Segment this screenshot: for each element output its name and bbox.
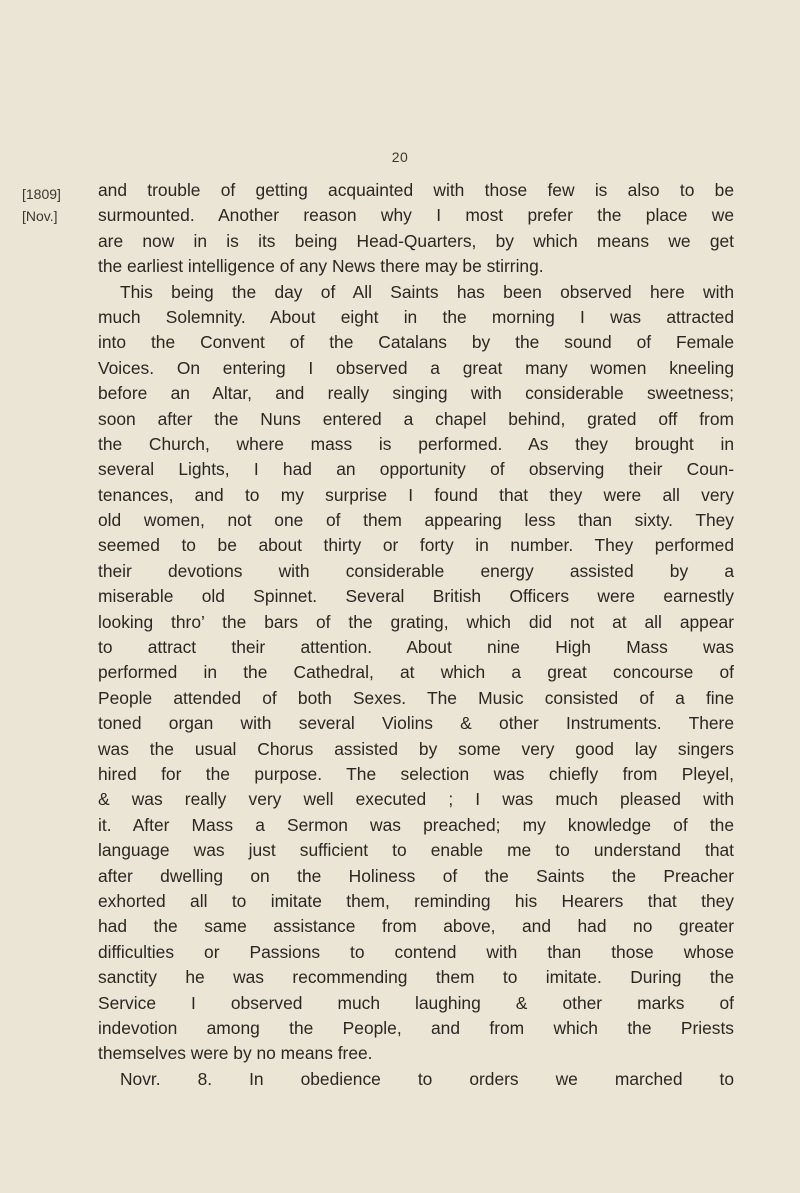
- margin-note-year: [1809]: [22, 186, 61, 202]
- text-line: are now in is its being Head-Quarters, by which means we get: [98, 230, 734, 251]
- text-line: themselves were by no means free.: [98, 1043, 373, 1064]
- text-line: People attended of both Sexes. The Music consisted of a fine: [98, 687, 734, 708]
- text-line: was the usual Chorus assisted by some very good lay singers: [98, 738, 734, 759]
- text-line: old women, not one of them appearing less than sixty. They: [98, 510, 734, 531]
- text-line: hired for the purpose. The selection was chiefly from Pleyel,: [98, 763, 734, 784]
- text-line: exhorted all to imitate them, reminding his Hearers that they: [98, 890, 734, 911]
- margin-note-month: [Nov.]: [22, 208, 58, 224]
- text-line: Novr. 8. In obedience to orders we marched to: [120, 1068, 734, 1089]
- body-text: [98, 178, 734, 1092]
- text-line: tenances, and to my surprise I found that they were all very: [98, 484, 734, 505]
- text-line: the Church, where mass is performed. As they brought in: [98, 433, 734, 454]
- text-line: Service I observed much laughing & other marks of: [98, 992, 734, 1013]
- text-line: toned organ with several Violins & other Instruments. There: [98, 713, 734, 734]
- text-line: to attract their attention. About nine High Mass was: [98, 637, 734, 658]
- text-line: the earliest intelligence of any News there may be stirring.: [98, 256, 544, 277]
- text-line: into the Convent of the Catalans by the sound of Female: [98, 332, 734, 353]
- text-line: after dwelling on the Holiness of the Saints the Preacher: [98, 865, 734, 886]
- page-number: 20: [391, 149, 409, 165]
- text-line: it. After Mass a Sermon was preached; my knowledge of the: [98, 814, 734, 835]
- text-line: indevotion among the People, and from which the Priests: [98, 1017, 734, 1038]
- text-line: miserable old Spinnet. Several British Officers were earnestly: [98, 586, 734, 607]
- margin-notes: [22, 183, 61, 227]
- text-line: and trouble of getting acquainted with those few is also to be: [98, 180, 734, 200]
- text-line: difficulties or Passions to contend with than those whose: [98, 941, 734, 962]
- text-line: looking thro’ the bars of the grating, which did not at all appear: [98, 611, 734, 632]
- text-line: had the same assistance from above, and had no greater: [98, 916, 734, 937]
- text-line: several Lights, I had an opportunity of observing their Coun-: [98, 459, 734, 480]
- text-line: surmounted. Another reason why I most prefer the place we: [98, 205, 734, 226]
- text-line: their devotions with considerable energy assisted by a: [98, 560, 734, 581]
- text-line: This being the day of All Saints has been observed here with: [120, 281, 734, 302]
- text-line: sanctity he was recommending them to imitate. During the: [98, 967, 734, 988]
- text-line: much Solemnity. About eight in the morning I was attracted: [98, 306, 734, 327]
- text-line: seemed to be about thirty or forty in number. They performed: [98, 535, 734, 556]
- text-line: Voices. On entering I observed a great many women kneeling: [98, 357, 734, 378]
- text-line: language was just sufficient to enable me to understand that: [98, 840, 734, 861]
- text-line: & was really very well executed ; I was much pleased with: [98, 789, 734, 810]
- text-line: performed in the Cathedral, at which a great concourse of: [98, 662, 734, 683]
- text-line: before an Altar, and really singing with considerable sweetness;: [98, 383, 734, 404]
- text-line: soon after the Nuns entered a chapel behind, grated off from: [98, 408, 734, 429]
